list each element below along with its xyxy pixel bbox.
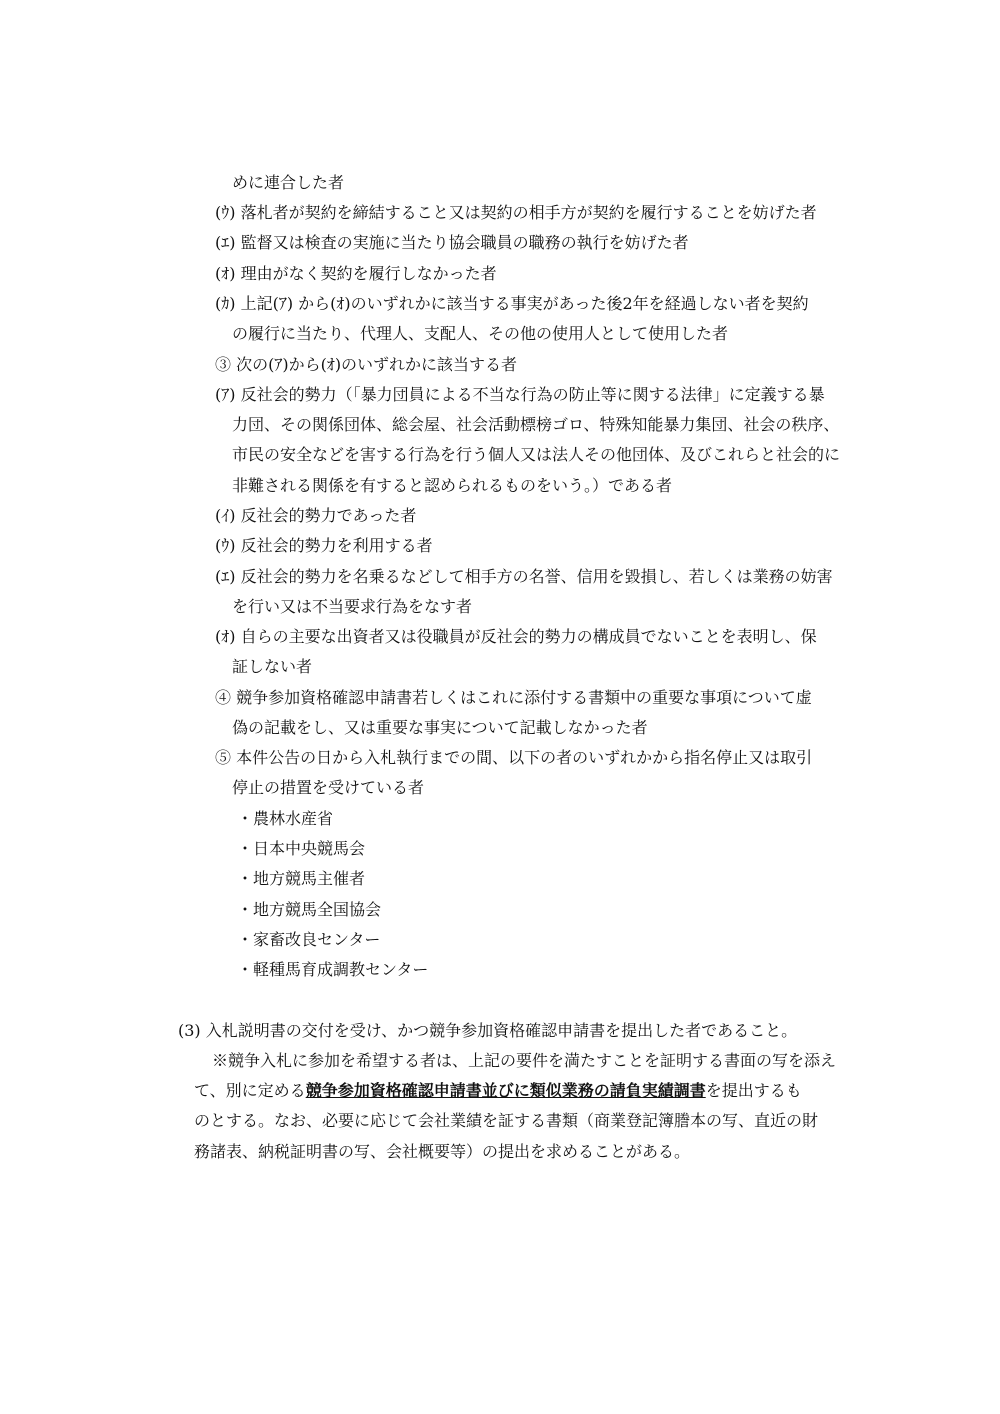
text-line: ※競争入札に参加を希望する者は、上記の要件を満たすことを証明する書面の写を添え — [212, 1051, 837, 1070]
list-item: ・地方競馬全国協会 — [237, 900, 382, 919]
text-line: 力団、その関係団体、総会屋、社会活動標榜ゴロ、特殊知能暴力集団、社会の秩序、 — [232, 415, 840, 434]
text-line: 証しない者 — [232, 657, 313, 676]
text-line: (3) 入札説明書の交付を受け、かつ競争参加資格確認申請書を提出した者であること。 — [178, 1021, 798, 1040]
text-segment: て、別に定める — [194, 1081, 306, 1100]
text-segment: を提出するも — [705, 1081, 802, 1100]
list-item: ・農林水産省 — [237, 809, 334, 828]
text-line: の履行に当たり、代理人、支配人、その他の使用人として使用した者 — [232, 324, 729, 343]
list-item: ・家畜改良センター — [237, 930, 381, 949]
text-line: (ｵ) 自らの主要な出資者又は役職員が反社会的勢力の構成員でないことを表明し、保 — [215, 627, 817, 646]
text-line: (ｳ) 落札者が契約を締結すること又は契約の相手方が契約を履行することを妨げた者 — [215, 203, 817, 222]
text-line: (ｴ) 監督又は検査の実施に当たり協会職員の職務の執行を妨げた者 — [215, 233, 689, 252]
text-line: (ｴ) 反社会的勢力を名乗るなどして相手方の名誉、信用を毀損し、若しくは業務の妨害 — [215, 567, 833, 586]
text-line: (ｱ) 反社会的勢力（「暴力団員による不当な行為の防止等に関する法律」に定義する暴 — [215, 385, 825, 404]
text-line: 市民の安全などを害する行為を行う個人又は法人その他団体、及びこれらと社会的に — [232, 445, 841, 464]
text-line: 停止の措置を受けている者 — [232, 778, 425, 797]
text-line: (ｵ) 理由がなく契約を履行しなかった者 — [215, 264, 497, 283]
text-line: ⑤ 本件公告の日から入札執行までの間、以下の者のいずれかから指名停止又は取引 — [215, 748, 813, 767]
text-line: 非難される関係を有すると認められるものをいう。）である者 — [232, 476, 673, 495]
text-line: のとする。なお、必要に応じて会社業績を証する書類（商業登記簿謄本の写、直近の財 — [194, 1111, 819, 1130]
text-line — [194, 1081, 802, 1101]
text-line: 偽の記載をし、又は重要な事実について記載しなかった者 — [232, 718, 648, 737]
text-line: ④ 競争参加資格確認申請書若しくはこれに添付する書類中の重要な事項について虚 — [215, 688, 812, 707]
emphasized-document-name: 競争参加資格確認申請書並びに類似業務の請負実績調書 — [305, 1081, 706, 1100]
text-line: (ｶ) 上記(ｱ) から(ｵ)のいずれかに該当する事実があった後2年を経過しない者を契約 — [215, 294, 809, 313]
text-line: (ｳ) 反社会的勢力を利用する者 — [215, 536, 433, 555]
list-item: ・軽種馬育成調教センター — [237, 960, 429, 979]
text-line: 務諸表、納税証明書の写、会社概要等）の提出を求めることがある。 — [194, 1142, 691, 1161]
list-item: ・日本中央競馬会 — [237, 839, 366, 858]
text-line: めに連合した者 — [232, 173, 345, 192]
text-line: を行い又は不当要求行為をなす者 — [232, 597, 473, 616]
text-line: (ｲ) 反社会的勢力であった者 — [215, 506, 417, 525]
list-item: ・地方競馬主催者 — [237, 869, 366, 888]
text-line: ③ 次の(ｱ)から(ｵ)のいずれかに該当する者 — [215, 355, 518, 374]
